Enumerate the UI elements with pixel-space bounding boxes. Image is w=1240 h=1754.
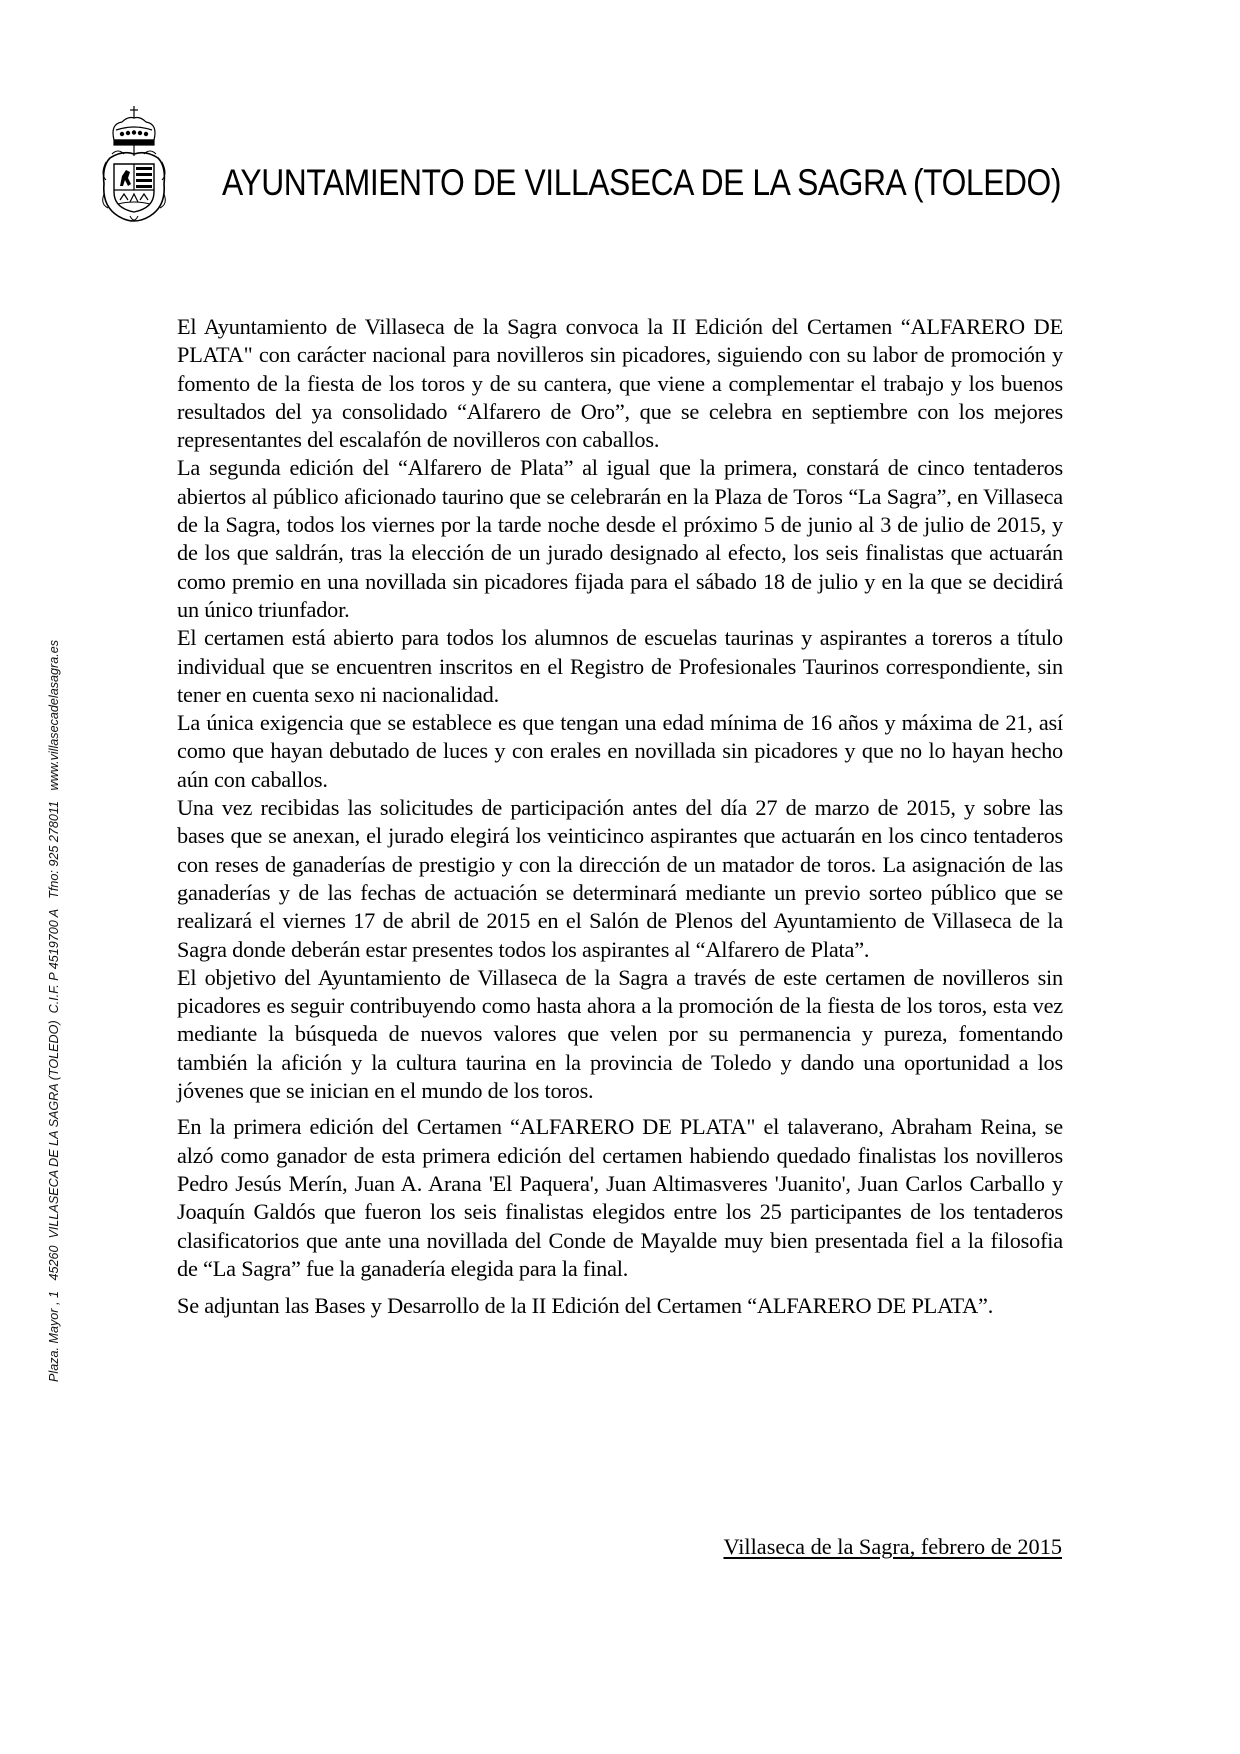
- paragraph-attachments: Se adjuntan las Bases y Desarrollo de la II Edición del Certamen “ALFARERO DE PLATA”.: [177, 1293, 994, 1319]
- sidebar-address: Plaza. Mayor , 1 45260 VILLASECA DE LA SAGRA (TOLEDO) C.I.F. P 4519700 A Tfno: 925 278011 www.villasecadelasagra.es: [47, 639, 61, 1382]
- paragraph-eligibility: El certamen está abierto para todos los alumnos de escuelas taurinas y aspirantes a toreros a título individual que se encuentren inscritos en el Registro de Profesionales Taurinos correspondiente, sin tener en cuenta sexo ni nacionalidad.: [177, 625, 1063, 707]
- paragraph-second-edition: La segunda edición del “Alfarero de Plata” al igual que la primera, constará de cinco tentaderos abiertos al público aficionado taurino que se celebrarán en la Plaza de Toros “La Sagra”, en Villaseca de la Sagra, todos los viernes por la tarde noche desde el próximo 5 de junio al 3 de julio de 2015, y de los que saldrán, tras la elección de un jurado designado al efecto, los seis finalistas que actuarán como premio en una novillada sin picadores fijada para el sábado 18 de julio y en la que se decidirá un único triunfador.: [177, 455, 1063, 622]
- page-title: AYUNTAMIENTO DE VILLASECA DE LA SAGRA (TOLEDO): [222, 162, 1062, 203]
- letter-body: [177, 313, 1063, 1320]
- paragraph-first-edition: En la primera edición del Certamen “ALFARERO DE PLATA" el talaverano, Abraham Reina, se alzó como ganador de esta primera edición del certamen habiendo quedado finalistas los novilleros Pedro Jesús Merín, Juan A. Arana 'El Paquera', Juan Altimasveres 'Juanito', Juan Carlos Carballo y Joaquín Galdós que fueron los seis finalistas elegidos entre los 25 participantes de los tentaderos clasificatorios que ante una novillada del Conde de Mayalde muy bien presentada fiel a la filosofia de “La Sagra” fue la ganadería elegida para la final.: [177, 1114, 1063, 1281]
- signature-place-date: Villaseca de la Sagra, febrero de 2015: [723, 1534, 1062, 1559]
- paragraph-objective: El objetivo del Ayuntamiento de Villaseca de la Sagra a través de este certamen de novilleros sin picadores es seguir contribuyendo como hasta ahora a la promoción de la fiesta de los toros, esta vez mediante la búsqueda de nuevos valores que velen por su permanencia y pureza, fomentando también la afición y la cultura taurina en la provincia de Toledo y dando una oportunidad a los jóvenes que se inician en el mundo de los toros.: [177, 964, 1063, 1104]
- paragraph-application: Una vez recibidas las solicitudes de participación antes del día 27 de marzo de 2015, y sobre las bases que se anexan, el jurado elegirá los veinticinco aspirantes que actuarán en los cinco tentaderos con reses de ganaderías de prestigio y con la dirección de un matador de toros. La asignación de las ganaderías y de las fechas de actuación se determinará mediante un previo sorteo público que se realizará el viernes 17 de abril de 2015 en el Salón de Plenos del Ayuntamiento de Villaseca de la Sagra donde deberán estar presentes todos los aspirantes al “Alfarero de Plata”.: [177, 795, 1063, 962]
- paragraph-age-requirement: La única exigencia que se establece es que tengan una edad mínima de 16 años y máxima de 21, así como que hayan debutado de luces y con erales en novillada sin picadores y que no lo hayan hecho aún con caballos.: [177, 710, 1063, 792]
- paragraph-intro: El Ayuntamiento de Villaseca de la Sagra convoca la II Edición del Certamen “ALFARERO DE PLATA" con carácter nacional para novilleros sin picadores, siguiendo con su labor de promoción y fomento de la fiesta de los toros y de su cantera, que viene a complementar el trabajo y los buenos resultados del ya consolidado “Alfarero de Oro”, que se celebra en septiembre con los mejores representantes del escalafón de novilleros con caballos.: [177, 314, 1063, 453]
- coat-of-arms-icon: [100, 104, 168, 226]
